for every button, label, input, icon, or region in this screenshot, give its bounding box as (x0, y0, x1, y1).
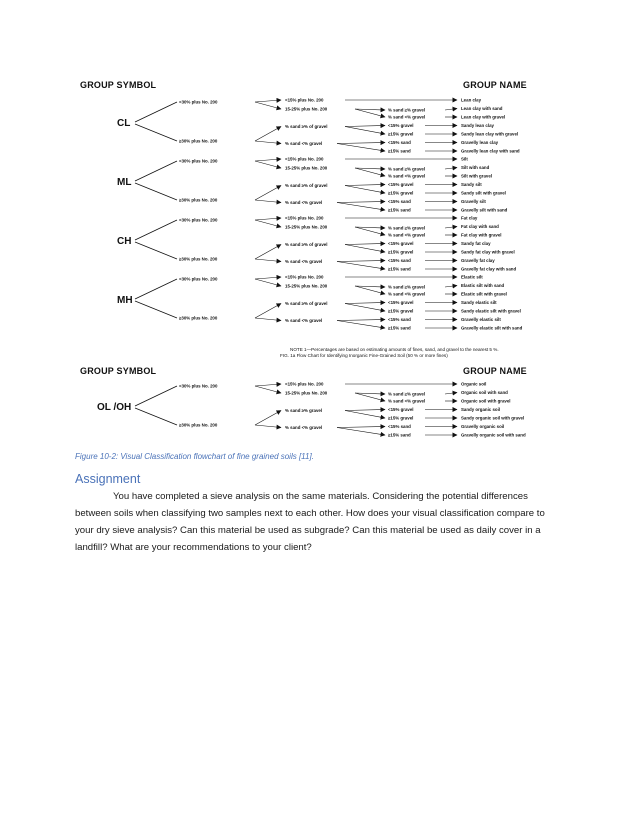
criteria-label: <30% plus No. 200 (179, 158, 218, 164)
branch-line (355, 393, 385, 401)
group-name-item: Silt with gravel (461, 173, 492, 179)
criteria-label: <15% plus No. 200 (285, 156, 324, 162)
group-name-item: Gravelly organic soil with sand (461, 432, 526, 438)
branch-line (255, 245, 281, 260)
branch-line (135, 161, 177, 181)
group-name-item: Sandy lean clay (461, 123, 494, 128)
criteria-label: % sand ≥% gravel (388, 225, 426, 231)
criteria-label: % sand <% gravel (388, 398, 426, 404)
branch-line (345, 303, 385, 304)
criteria-label: % sand <% gravel (285, 425, 323, 430)
criteria-label: ≥15% sand (388, 148, 411, 154)
assignment-heading: Assignment (75, 472, 141, 486)
criteria-label: ≥30% plus No. 200 (179, 197, 218, 203)
branch-line (255, 218, 281, 220)
group-symbol-label: MH (117, 295, 133, 306)
flowchart-groups (97, 98, 526, 438)
group-name-item: Gravelly lean clay (461, 140, 499, 145)
branch-line (255, 259, 281, 262)
branch-line (345, 304, 385, 312)
branch-line (337, 143, 385, 144)
criteria-label: ≥30% plus No. 200 (179, 256, 218, 262)
group-name-item: Organic soil (461, 381, 487, 387)
branch-line (337, 261, 385, 262)
group-name-item: Elastic silt with sand (461, 283, 505, 288)
branch-line (355, 227, 385, 228)
group-name-item: Gravelly elastic silt with sand (461, 325, 523, 331)
criteria-label: ≥15% sand (388, 266, 411, 272)
criteria-label: <15% gravel (388, 241, 414, 246)
criteria-label: ≥15% gravel (388, 190, 414, 196)
branch-line (255, 279, 281, 286)
branch-line (255, 200, 281, 203)
criteria-label: % sand ≥% gravel (388, 166, 426, 172)
criteria-label: % sand ≥% of gravel (285, 242, 328, 247)
criteria-label: 15-25% plus No. 200 (285, 283, 328, 289)
criteria-label: <15% sand (388, 199, 411, 204)
group-name-item: Gravelly elastic silt (461, 317, 501, 322)
criteria-label: <15% plus No. 200 (285, 381, 324, 387)
group-name-item: Sandy fat clay with gravel (461, 249, 515, 255)
group-symbol-label: CL (117, 118, 131, 129)
branch-line (255, 220, 281, 227)
branch-line (355, 286, 385, 287)
group-name-item: Sandy silt (461, 182, 482, 187)
assignment-body: You have completed a sieve analysis on the same materials. Considering the potential differences between soils when classifying two samples next to each other. How does your visual classification compare to your dry sieve analysis? Can this material be used as subgrade? Can this material be used as daily cover in a landfill? What are your recommendations to your client? (75, 491, 545, 553)
branch-line (255, 304, 281, 319)
branch-line (337, 320, 385, 321)
criteria-label: <30% plus No. 200 (179, 276, 218, 282)
group-name-item: Fat clay (461, 215, 478, 221)
criteria-label: <15% gravel (388, 300, 414, 305)
criteria-label: % sand ≥% gravel (388, 284, 426, 290)
group-symbol-header-top: GROUP SYMBOL (80, 80, 157, 90)
criteria-label: % sand <% gravel (388, 291, 426, 297)
branch-line (355, 227, 385, 235)
branch-line (355, 168, 385, 176)
branch-line (255, 425, 281, 428)
branch-line (255, 384, 281, 386)
criteria-label: % sand <% gravel (285, 200, 323, 205)
group-name-item: Gravelly lean clay with sand (461, 148, 520, 154)
branch-line (345, 410, 385, 411)
branch-line (135, 102, 177, 122)
branch-line (255, 102, 281, 109)
branch-line (255, 318, 281, 321)
criteria-label: <15% plus No. 200 (285, 274, 324, 280)
branch-line (135, 242, 177, 259)
criteria-label: ≥15% sand (388, 432, 411, 438)
branch-line (345, 127, 385, 135)
group-name-item: Organic soil with sand (461, 390, 508, 395)
group-name-item: Lean clay with gravel (461, 114, 506, 120)
criteria-label: % sand <% gravel (285, 141, 323, 146)
flowchart-note: NOTE 1—Percentages are based on estimating amounts of fines, sand, and gravel to the nearest 5 %. (290, 347, 499, 352)
branch-line (255, 100, 281, 102)
branch-line (445, 286, 457, 288)
group-name-item: Sandy lean clay with gravel (461, 131, 519, 137)
group-name-item: Lean clay with sand (461, 106, 503, 111)
criteria-label: % sand ≥% gravel (285, 408, 323, 413)
branch-line (345, 244, 385, 245)
branch-line (355, 168, 385, 169)
branch-line (345, 411, 385, 419)
criteria-label: <15% sand (388, 317, 411, 322)
criteria-label: 15-25% plus No. 200 (285, 224, 328, 230)
branch-line (355, 109, 385, 117)
criteria-label: ≥30% plus No. 200 (179, 315, 218, 321)
group-name-item: Silt (461, 156, 468, 162)
group-symbol-label: ML (117, 177, 132, 188)
criteria-label: ≥30% plus No. 200 (179, 138, 218, 144)
criteria-label: % sand <% gravel (388, 114, 426, 120)
branch-line (337, 428, 385, 436)
group-name-item: Elastic silt (461, 274, 483, 280)
criteria-label: <15% sand (388, 140, 411, 145)
criteria-label: <15% sand (388, 424, 411, 429)
branch-line (445, 393, 457, 395)
criteria-label: % sand ≥% of gravel (285, 183, 328, 188)
criteria-label: % sand <% gravel (285, 318, 323, 323)
criteria-label: <15% plus No. 200 (285, 97, 324, 103)
criteria-label: ≥15% gravel (388, 415, 414, 421)
branch-line (135, 386, 177, 406)
branch-line (337, 321, 385, 329)
group-name-item: Lean clay (461, 97, 482, 103)
group-symbol-label: CH (117, 236, 132, 247)
criteria-label: ≥15% sand (388, 207, 411, 213)
branch-line (135, 301, 177, 318)
branch-line (445, 109, 457, 111)
criteria-label: 15-25% plus No. 200 (285, 106, 328, 112)
criteria-label: % sand ≥% gravel (388, 107, 426, 113)
branch-line (345, 245, 385, 253)
branch-line (255, 127, 281, 142)
group-name-item: Sandy organic soil (461, 407, 501, 412)
group-name-header-bottom: GROUP NAME (463, 366, 527, 376)
criteria-label: <15% gravel (388, 407, 414, 412)
criteria-label: <15% gravel (388, 123, 414, 128)
branch-line (135, 183, 177, 200)
branch-line (255, 161, 281, 168)
branch-line (445, 227, 457, 229)
criteria-label: <15% sand (388, 258, 411, 263)
criteria-label: ≥15% gravel (388, 249, 414, 255)
branch-line (255, 386, 281, 393)
group-name-item: Gravelly fat clay (461, 258, 495, 263)
branch-line (345, 126, 385, 127)
criteria-label: ≥30% plus No. 200 (179, 422, 218, 428)
criteria-label: <15% gravel (388, 182, 414, 187)
group-symbol-label: OL /OH (97, 402, 132, 413)
group-name-item: Sandy elastic silt with gravel (461, 308, 521, 314)
branch-line (345, 186, 385, 194)
group-name-item: Fat clay with sand (461, 224, 499, 229)
group-name-item: Sandy fat clay (461, 241, 491, 246)
flowchart-figure (75, 75, 550, 455)
criteria-label: <15% plus No. 200 (285, 215, 324, 221)
criteria-label: % sand ≥% gravel (388, 391, 426, 397)
branch-line (255, 277, 281, 279)
branch-line (345, 185, 385, 186)
branch-line (337, 427, 385, 428)
criteria-label: ≥15% gravel (388, 308, 414, 314)
group-name-item: Sandy organic soil with gravel (461, 415, 525, 421)
branch-line (355, 286, 385, 294)
group-name-item: Gravelly silt (461, 199, 486, 204)
group-symbol-header-bottom: GROUP SYMBOL (80, 366, 157, 376)
group-name-item: Gravelly organic soil (461, 424, 505, 429)
branch-line (337, 202, 385, 203)
group-name-item: Gravelly fat clay with sand (461, 266, 517, 272)
branch-line (445, 168, 457, 170)
criteria-label: % sand <% gravel (285, 259, 323, 264)
branch-line (337, 203, 385, 211)
criteria-label: % sand ≥% of gravel (285, 124, 328, 129)
branch-line (255, 411, 281, 426)
branch-line (355, 109, 385, 110)
criteria-label: 15-25% plus No. 200 (285, 390, 328, 396)
branch-line (135, 279, 177, 299)
group-name-item: Silt with sand (461, 165, 490, 170)
criteria-label: ≥15% sand (388, 325, 411, 331)
branch-line (255, 186, 281, 201)
group-name-item: Sandy silt with gravel (461, 190, 506, 196)
group-name-item: Organic soil with gravel (461, 398, 511, 404)
group-name-header-top: GROUP NAME (463, 80, 527, 90)
flowchart-svg (75, 75, 550, 455)
branch-line (337, 262, 385, 270)
group-name-item: Gravelly silt with sand (461, 207, 508, 213)
branch-line (337, 144, 385, 152)
criteria-label: 15-25% plus No. 200 (285, 165, 328, 171)
figure-caption: Figure 10-2: Visual Classification flowchart of fine grained soils [11]. (75, 452, 314, 461)
criteria-label: % sand <% gravel (388, 173, 426, 179)
criteria-label: % sand ≥% of gravel (285, 301, 328, 306)
criteria-label: ≥15% gravel (388, 131, 414, 137)
branch-line (255, 159, 281, 161)
criteria-label: <30% plus No. 200 (179, 217, 218, 223)
criteria-label: <30% plus No. 200 (179, 383, 218, 389)
criteria-label: <30% plus No. 200 (179, 99, 218, 105)
group-name-item: Fat clay with gravel (461, 232, 502, 238)
branch-line (135, 408, 177, 425)
group-name-item: Elastic silt with gravel (461, 291, 507, 297)
branch-line (355, 393, 385, 394)
branch-line (135, 220, 177, 240)
flowchart-figure-title: FIG. 1a Flow Chart for Identifying Inorganic Fine-Grained Soil (50 % or more fines) (280, 353, 448, 358)
branch-line (255, 141, 281, 144)
branch-line (135, 124, 177, 141)
criteria-label: % sand <% gravel (388, 232, 426, 238)
group-name-item: Sandy elastic silt (461, 300, 497, 305)
